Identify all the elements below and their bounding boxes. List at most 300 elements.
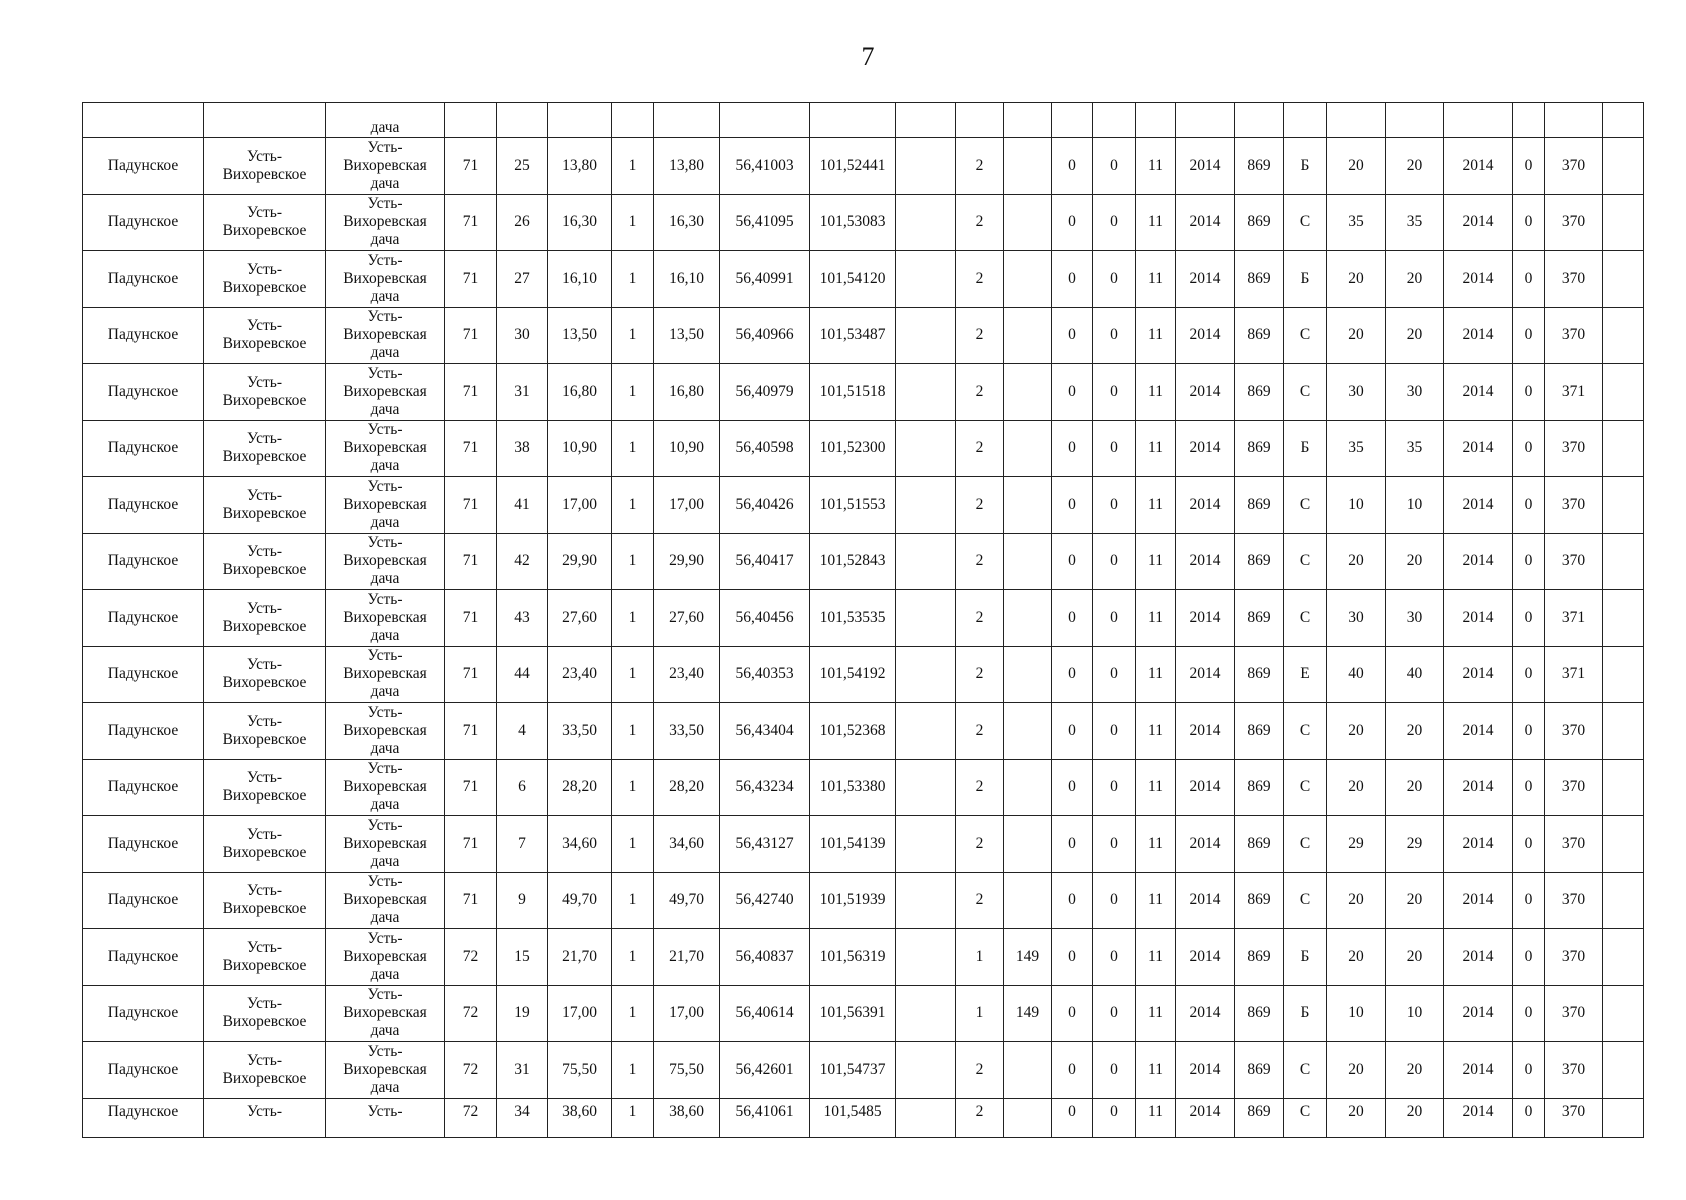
table-cell: Усть-Вихоревское xyxy=(204,759,326,816)
table-cell: 72 xyxy=(445,1098,497,1137)
table-cell xyxy=(896,251,956,308)
table-cell: 370 xyxy=(1545,703,1603,760)
table-cell: 11 xyxy=(1136,477,1176,534)
table-cell-empty xyxy=(1603,816,1644,873)
table-cell: 15 xyxy=(497,929,548,986)
table-cell: 2 xyxy=(956,420,1004,477)
table-cell xyxy=(896,103,956,138)
table-cell: 30 xyxy=(1386,590,1444,647)
table-cell: 56,40353 xyxy=(720,646,810,703)
table-cell: 2014 xyxy=(1176,420,1235,477)
table-cell: 35 xyxy=(1386,194,1444,251)
table-cell: 370 xyxy=(1545,420,1603,477)
table-cell: 0 xyxy=(1093,703,1136,760)
table-cell: 71 xyxy=(445,816,497,873)
table-cell: 1 xyxy=(612,533,654,590)
table-cell xyxy=(654,103,720,138)
table-cell: 1 xyxy=(612,1042,654,1099)
table-cell: 11 xyxy=(1136,646,1176,703)
table-cell: 13,50 xyxy=(548,307,612,364)
table-cell xyxy=(1004,194,1052,251)
table-cell: 40 xyxy=(1327,646,1386,703)
table-cell xyxy=(896,420,956,477)
table-cell xyxy=(1284,103,1327,138)
table-cell: 1 xyxy=(956,929,1004,986)
table-cell: Усть-Вихоревская дача xyxy=(326,929,445,986)
table-cell: 56,41061 xyxy=(720,1098,810,1137)
table-cell: 27 xyxy=(497,251,548,308)
table-cell: 33,50 xyxy=(548,703,612,760)
table-cell: 2014 xyxy=(1176,533,1235,590)
table-cell: 2014 xyxy=(1176,929,1235,986)
table-cell: 17,00 xyxy=(654,985,720,1042)
table-cell: Б xyxy=(1284,251,1327,308)
table-cell xyxy=(1545,103,1603,138)
table-row-continued xyxy=(83,103,1644,138)
table-cell: Усть-Вихоревская дача xyxy=(326,816,445,873)
table-cell: С xyxy=(1284,194,1327,251)
table-cell: 56,40426 xyxy=(720,477,810,534)
table-cell: 56,40614 xyxy=(720,985,810,1042)
table-cell: 11 xyxy=(1136,590,1176,647)
table-cell: Усть-Вихоревское xyxy=(204,646,326,703)
table-cell xyxy=(612,103,654,138)
table-cell: Падунское xyxy=(83,477,204,534)
table-cell: 16,10 xyxy=(548,251,612,308)
table-cell: 10,90 xyxy=(548,420,612,477)
table-cell: 9 xyxy=(497,872,548,929)
table-row xyxy=(83,929,1644,986)
table-cell: 0 xyxy=(1052,816,1093,873)
table-cell: 11 xyxy=(1136,703,1176,760)
table-cell: Б xyxy=(1284,929,1327,986)
table-cell: 0 xyxy=(1052,533,1093,590)
table-cell: 4 xyxy=(497,703,548,760)
table-cell: 2014 xyxy=(1176,759,1235,816)
table-cell: 49,70 xyxy=(654,872,720,929)
table-cell xyxy=(1004,138,1052,195)
table-cell: 2 xyxy=(956,816,1004,873)
table-cell: Усть-Вихоревское xyxy=(204,929,326,986)
table-cell: 75,50 xyxy=(548,1042,612,1099)
table-cell: 370 xyxy=(1545,816,1603,873)
table-cell: 0 xyxy=(1093,477,1136,534)
table-row xyxy=(83,703,1644,760)
table-cell: 2014 xyxy=(1444,138,1513,195)
table-cell: 0 xyxy=(1052,420,1093,477)
table-cell: Усть-Вихоревская дача xyxy=(326,251,445,308)
table-cell: 71 xyxy=(445,307,497,364)
table-cell: 71 xyxy=(445,251,497,308)
table-cell xyxy=(896,985,956,1042)
table-cell: 16,30 xyxy=(654,194,720,251)
table-cell: 2 xyxy=(956,703,1004,760)
table-cell: 2014 xyxy=(1176,703,1235,760)
table-cell: 2014 xyxy=(1176,138,1235,195)
table-cell: 0 xyxy=(1052,1042,1093,1099)
table-cell: Б xyxy=(1284,138,1327,195)
table-cell: 2014 xyxy=(1176,477,1235,534)
table-cell xyxy=(1004,251,1052,308)
table-cell xyxy=(1093,103,1136,138)
table-cell: 0 xyxy=(1052,364,1093,421)
table-cell: 27,60 xyxy=(548,590,612,647)
table-cell-empty xyxy=(1603,103,1644,138)
table-cell: 2014 xyxy=(1444,703,1513,760)
table-cell: Усть-Вихоревское xyxy=(204,194,326,251)
table-cell: 11 xyxy=(1136,307,1176,364)
table-cell: 869 xyxy=(1235,477,1284,534)
table-cell xyxy=(1513,103,1545,138)
table-cell: 869 xyxy=(1235,646,1284,703)
table-cell: 35 xyxy=(1386,420,1444,477)
table-cell: Усть- xyxy=(204,1098,326,1137)
table-cell xyxy=(896,477,956,534)
table-cell: С xyxy=(1284,816,1327,873)
table-cell: Падунское xyxy=(83,929,204,986)
table-cell: 11 xyxy=(1136,251,1176,308)
table-cell: 0 xyxy=(1513,138,1545,195)
table-cell: 20 xyxy=(1327,929,1386,986)
table-cell: Усть-Вихоревское xyxy=(204,1042,326,1099)
table-cell: С xyxy=(1284,759,1327,816)
table-cell: 10 xyxy=(1327,985,1386,1042)
table-cell: С xyxy=(1284,364,1327,421)
table-cell: 0 xyxy=(1093,929,1136,986)
table-cell: 20 xyxy=(1386,929,1444,986)
table-cell: 35 xyxy=(1327,420,1386,477)
table-cell: 20 xyxy=(1327,759,1386,816)
table-cell: 27,60 xyxy=(654,590,720,647)
table-row xyxy=(83,590,1644,647)
table-cell: Падунское xyxy=(83,985,204,1042)
table-cell: Усть-Вихоревское xyxy=(204,985,326,1042)
table-cell-empty xyxy=(1603,1098,1644,1137)
table-row xyxy=(83,364,1644,421)
table-cell: 370 xyxy=(1545,477,1603,534)
table-cell: С xyxy=(1284,1042,1327,1099)
table-cell: 11 xyxy=(1136,929,1176,986)
table-cell: 869 xyxy=(1235,533,1284,590)
table-cell: Усть-Вихоревская дача xyxy=(326,477,445,534)
table-row xyxy=(83,477,1644,534)
table-cell: 1 xyxy=(612,985,654,1042)
table-cell: 2014 xyxy=(1176,194,1235,251)
table-cell: Падунское xyxy=(83,703,204,760)
table-cell: 26 xyxy=(497,194,548,251)
table-cell: 23,40 xyxy=(654,646,720,703)
table-cell: 16,30 xyxy=(548,194,612,251)
table-cell: 2 xyxy=(956,477,1004,534)
table-cell: Усть-Вихоревская дача xyxy=(326,1042,445,1099)
table-cell: 2014 xyxy=(1444,251,1513,308)
table-cell xyxy=(1004,420,1052,477)
table-cell: 0 xyxy=(1052,985,1093,1042)
table-cell: 101,54120 xyxy=(810,251,896,308)
table-cell: 1 xyxy=(612,816,654,873)
table-cell: 370 xyxy=(1545,251,1603,308)
table-cell: Усть-Вихоревское xyxy=(204,590,326,647)
table-cell: С xyxy=(1284,477,1327,534)
table-cell: С xyxy=(1284,533,1327,590)
table-cell: 0 xyxy=(1052,590,1093,647)
table-cell: 28,20 xyxy=(654,759,720,816)
table-cell: 0 xyxy=(1052,759,1093,816)
table-cell: 869 xyxy=(1235,985,1284,1042)
table-cell: Усть-Вихоревская дача xyxy=(326,590,445,647)
table-cell: 71 xyxy=(445,646,497,703)
table-cell xyxy=(1004,477,1052,534)
table-cell: 11 xyxy=(1136,985,1176,1042)
table-cell: 40 xyxy=(1386,646,1444,703)
table-cell: 11 xyxy=(1136,759,1176,816)
table-cell: 2014 xyxy=(1176,646,1235,703)
table-cell: Б xyxy=(1284,985,1327,1042)
table-cell xyxy=(83,103,204,138)
table-cell xyxy=(1004,103,1052,138)
table-cell xyxy=(896,1098,956,1137)
table-cell: 30 xyxy=(1327,364,1386,421)
table-cell: 0 xyxy=(1052,703,1093,760)
table-cell xyxy=(1004,759,1052,816)
table-cell: 0 xyxy=(1093,307,1136,364)
table-cell: 101,54139 xyxy=(810,816,896,873)
table-cell: 869 xyxy=(1235,590,1284,647)
table-cell: Усть-Вихоревская дача xyxy=(326,138,445,195)
table-cell: 0 xyxy=(1513,1098,1545,1137)
table-cell: 20 xyxy=(1386,307,1444,364)
table-cell: 56,43234 xyxy=(720,759,810,816)
table-cell: 10 xyxy=(1327,477,1386,534)
table-cell: 101,52368 xyxy=(810,703,896,760)
table-cell: 20 xyxy=(1327,307,1386,364)
table-cell: 371 xyxy=(1545,646,1603,703)
table-cell: 34,60 xyxy=(654,816,720,873)
table-cell: 71 xyxy=(445,759,497,816)
table-cell: 2014 xyxy=(1176,985,1235,1042)
table-cell: 0 xyxy=(1513,985,1545,1042)
table-cell xyxy=(445,103,497,138)
table-cell: Усть-Вихоревская дача xyxy=(326,533,445,590)
table-cell xyxy=(1386,103,1444,138)
table-cell: 2014 xyxy=(1444,1042,1513,1099)
table-row xyxy=(83,194,1644,251)
table-cell: 0 xyxy=(1513,533,1545,590)
table-cell: 56,42740 xyxy=(720,872,810,929)
table-cell: 56,41095 xyxy=(720,194,810,251)
table-cell: 370 xyxy=(1545,194,1603,251)
table-cell: 17,00 xyxy=(548,477,612,534)
table-cell: 0 xyxy=(1513,872,1545,929)
table-cell: 0 xyxy=(1052,646,1093,703)
table-cell: 0 xyxy=(1513,759,1545,816)
table-cell: 0 xyxy=(1513,929,1545,986)
table-cell: 101,52843 xyxy=(810,533,896,590)
table-cell: 2014 xyxy=(1444,364,1513,421)
table-cell: 23,40 xyxy=(548,646,612,703)
table-cell: 1 xyxy=(956,985,1004,1042)
table-cell: 2 xyxy=(956,364,1004,421)
table-cell xyxy=(1004,872,1052,929)
table-cell: 869 xyxy=(1235,1098,1284,1137)
table-row xyxy=(83,1098,1644,1137)
table-cell xyxy=(896,703,956,760)
table-cell: Усть-Вихоревская дача xyxy=(326,759,445,816)
table-cell: 869 xyxy=(1235,1042,1284,1099)
table-cell: Падунское xyxy=(83,1042,204,1099)
table-cell xyxy=(896,929,956,986)
table-cell: 30 xyxy=(497,307,548,364)
table-cell: Б xyxy=(1284,420,1327,477)
table-cell: 11 xyxy=(1136,533,1176,590)
table-cell: 75,50 xyxy=(654,1042,720,1099)
table-cell: Е xyxy=(1284,646,1327,703)
table-cell-empty xyxy=(1603,929,1644,986)
table-cell: 0 xyxy=(1093,251,1136,308)
table-cell xyxy=(720,103,810,138)
table-cell: Усть-Вихоревская дача xyxy=(326,985,445,1042)
table-cell: 2 xyxy=(956,1042,1004,1099)
table-cell xyxy=(1004,816,1052,873)
table-cell: С xyxy=(1284,703,1327,760)
table-cell: 11 xyxy=(1136,420,1176,477)
table-row xyxy=(83,646,1644,703)
table-cell: 56,40979 xyxy=(720,364,810,421)
table-cell: 71 xyxy=(445,138,497,195)
table-row xyxy=(83,251,1644,308)
table-cell: 2014 xyxy=(1176,364,1235,421)
table-row xyxy=(83,420,1644,477)
table-cell: 1 xyxy=(612,420,654,477)
table-cell: 16,80 xyxy=(548,364,612,421)
table-cell: 370 xyxy=(1545,1042,1603,1099)
table-row xyxy=(83,533,1644,590)
table-cell: 11 xyxy=(1136,816,1176,873)
table-cell: 0 xyxy=(1513,307,1545,364)
table-cell: 2014 xyxy=(1444,590,1513,647)
table-cell: 56,42601 xyxy=(720,1042,810,1099)
table-cell: Падунское xyxy=(83,251,204,308)
table-cell: 71 xyxy=(445,703,497,760)
table-cell: 0 xyxy=(1052,1098,1093,1137)
table-cell: 72 xyxy=(445,929,497,986)
table-cell: Усть-Вихоревская дача xyxy=(326,646,445,703)
table-cell: Усть-Вихоревское xyxy=(204,872,326,929)
table-cell: 2014 xyxy=(1176,872,1235,929)
table-cell xyxy=(810,103,896,138)
table-cell: 20 xyxy=(1386,138,1444,195)
table-cell: Усть-Вихоревское xyxy=(204,138,326,195)
table-cell-empty xyxy=(1603,872,1644,929)
table-cell: 21,70 xyxy=(654,929,720,986)
table-cell: Падунское xyxy=(83,872,204,929)
table-cell: 10 xyxy=(1386,477,1444,534)
table-cell: 869 xyxy=(1235,364,1284,421)
table-cell: 1 xyxy=(612,759,654,816)
table-row xyxy=(83,307,1644,364)
table-cell: 10,90 xyxy=(654,420,720,477)
table-cell: 370 xyxy=(1545,1098,1603,1137)
table-cell xyxy=(896,759,956,816)
table-cell: 2 xyxy=(956,590,1004,647)
table-cell: 869 xyxy=(1235,420,1284,477)
table-cell: Усть-Вихоревское xyxy=(204,703,326,760)
table-cell: 16,80 xyxy=(654,364,720,421)
table-cell: 29 xyxy=(1386,816,1444,873)
table-cell: Усть-Вихоревская дача xyxy=(326,364,445,421)
table-cell: 20 xyxy=(1327,251,1386,308)
table-cell: 2014 xyxy=(1176,307,1235,364)
table-cell: С xyxy=(1284,590,1327,647)
table-cell: 1 xyxy=(612,194,654,251)
table-cell xyxy=(896,194,956,251)
table-cell: Усть-Вихоревская дача xyxy=(326,194,445,251)
table-row xyxy=(83,138,1644,195)
table-cell: 101,53083 xyxy=(810,194,896,251)
table-cell: 38,60 xyxy=(654,1098,720,1137)
table-cell: 869 xyxy=(1235,307,1284,364)
table-cell xyxy=(896,646,956,703)
table-cell xyxy=(1004,1098,1052,1137)
table-cell: 101,54737 xyxy=(810,1042,896,1099)
table-cell: 101,53535 xyxy=(810,590,896,647)
table-cell: 370 xyxy=(1545,872,1603,929)
table-cell: 371 xyxy=(1545,590,1603,647)
table-cell: 869 xyxy=(1235,759,1284,816)
table-cell: 20 xyxy=(1327,1042,1386,1099)
table-cell: 42 xyxy=(497,533,548,590)
table-cell-empty xyxy=(1603,759,1644,816)
table-cell: 0 xyxy=(1093,1098,1136,1137)
table-cell: Падунское xyxy=(83,420,204,477)
table-cell: Усть-Вихоревское xyxy=(204,477,326,534)
table-cell: 370 xyxy=(1545,759,1603,816)
table-cell: 20 xyxy=(1386,1042,1444,1099)
table-cell: 30 xyxy=(1386,364,1444,421)
table-cell: 370 xyxy=(1545,533,1603,590)
table-cell: 20 xyxy=(1327,138,1386,195)
table-cell: 72 xyxy=(445,985,497,1042)
table-cell: 2 xyxy=(956,646,1004,703)
table-cell: 28,20 xyxy=(548,759,612,816)
table-cell-empty xyxy=(1603,646,1644,703)
table-cell: 7 xyxy=(497,816,548,873)
table-cell: Усть-Вихоревское xyxy=(204,420,326,477)
table-cell: 20 xyxy=(1386,759,1444,816)
table-cell: 0 xyxy=(1052,194,1093,251)
table-cell: 0 xyxy=(1093,872,1136,929)
table-cell: 370 xyxy=(1545,929,1603,986)
table-cell: 44 xyxy=(497,646,548,703)
table-cell: 371 xyxy=(1545,364,1603,421)
table-cell: 25 xyxy=(497,138,548,195)
table-cell: 30 xyxy=(1327,590,1386,647)
table-cell xyxy=(896,138,956,195)
table-cell: Усть-Вихоревское xyxy=(204,816,326,873)
table-cell: Усть-Вихоревское xyxy=(204,307,326,364)
table-cell: С xyxy=(1284,1098,1327,1137)
table-cell: 0 xyxy=(1093,420,1136,477)
table-cell: 13,50 xyxy=(654,307,720,364)
table-cell: 2014 xyxy=(1444,759,1513,816)
table-cell: 20 xyxy=(1386,703,1444,760)
table-cell: Усть-Вихоревское xyxy=(204,533,326,590)
table-cell: 0 xyxy=(1052,138,1093,195)
table-cell-empty xyxy=(1603,590,1644,647)
table-cell: 56,41003 xyxy=(720,138,810,195)
table-cell: 869 xyxy=(1235,194,1284,251)
table-cell: 56,43127 xyxy=(720,816,810,873)
